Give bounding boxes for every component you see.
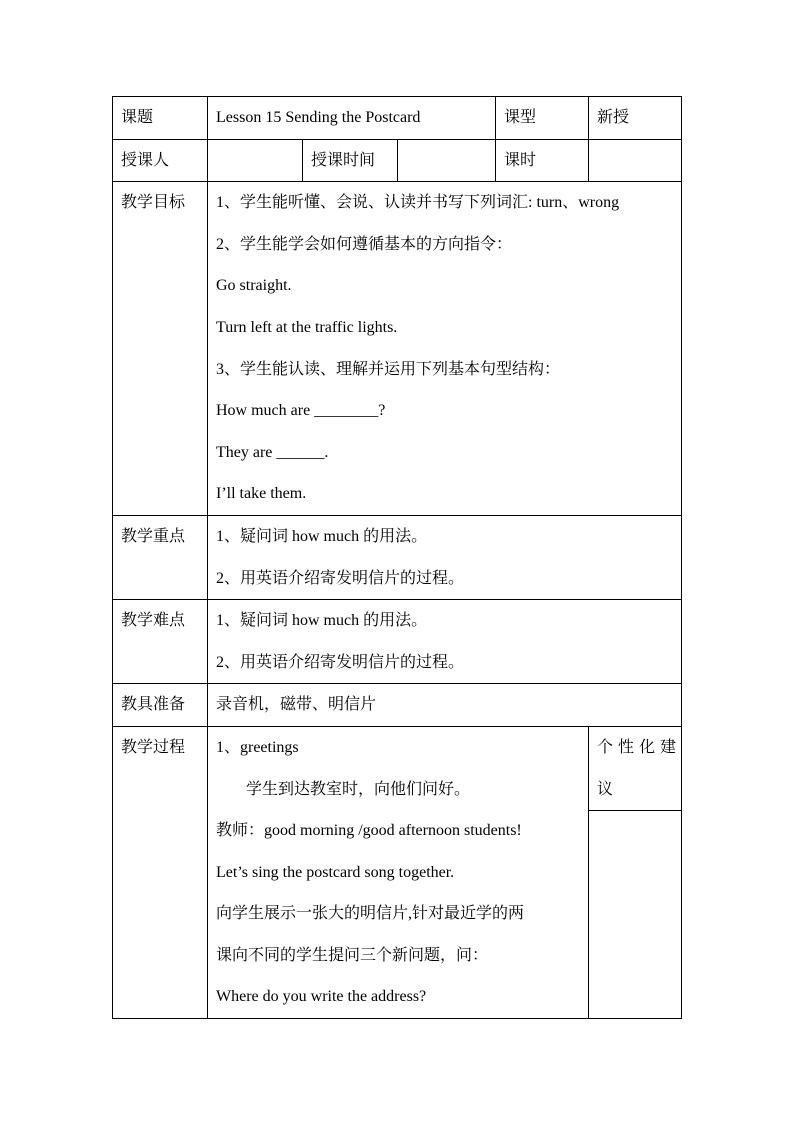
process-label: 教学过程 bbox=[113, 726, 208, 1018]
difficulty-line: 1、疑问词 how much 的用法。 bbox=[216, 612, 428, 630]
objective-line: How much are ________? bbox=[216, 402, 386, 420]
row-objectives bbox=[113, 182, 682, 516]
key-points-label: 教学重点 bbox=[113, 515, 208, 599]
process-line: 学生到达教室时，向他们问好。 bbox=[246, 780, 471, 798]
suggestion-label-line: 议 bbox=[597, 780, 619, 798]
objective-line: Turn left at the traffic lights. bbox=[216, 318, 398, 336]
process-line: 课向不同的学生提问三个新问题，问： bbox=[216, 946, 489, 964]
objective-line: 2、学生能学会如何遵循基本的方向指令： bbox=[216, 235, 513, 253]
row-key-points bbox=[113, 515, 682, 599]
period-value bbox=[589, 139, 682, 182]
process-line: 1、greetings bbox=[216, 738, 299, 756]
objective-line: 1、学生能听懂、会说、认读并书写下列词汇: turn、wrong bbox=[216, 194, 620, 212]
row-topic bbox=[113, 97, 682, 140]
process-line: 教师：good morning /good afternoon students! bbox=[216, 822, 522, 840]
time-value bbox=[398, 139, 496, 182]
lesson-plan-table bbox=[112, 96, 682, 1019]
row-difficulties bbox=[113, 600, 682, 684]
objective-line: 3、学生能认读、理解并运用下列基本句型结构： bbox=[216, 360, 561, 378]
objective-line: I’ll take them. bbox=[216, 485, 307, 503]
objective-line: They are ______. bbox=[216, 443, 329, 461]
process-line: Where do you write the address? bbox=[216, 988, 427, 1006]
suggestion-label-line: 个性化建 bbox=[597, 738, 682, 756]
topic-label: 课题 bbox=[113, 97, 208, 140]
process-content bbox=[208, 726, 589, 1018]
difficulties-content bbox=[208, 600, 682, 684]
topic-value: Lesson 15 Sending the Postcard bbox=[208, 97, 496, 140]
objectives-label: 教学目标 bbox=[113, 182, 208, 516]
key-points-content bbox=[208, 515, 682, 599]
period-label: 课时 bbox=[496, 139, 589, 182]
objectives-content bbox=[208, 182, 682, 516]
row-teacher bbox=[113, 139, 682, 182]
teacher-value bbox=[208, 139, 303, 182]
suggestion-label bbox=[589, 726, 682, 810]
materials-label: 教具准备 bbox=[113, 684, 208, 727]
process-line: Let’s sing the postcard song together. bbox=[216, 863, 455, 881]
teacher-label: 授课人 bbox=[113, 139, 208, 182]
type-value: 新授 bbox=[589, 97, 682, 140]
time-label: 授课时间 bbox=[303, 139, 398, 182]
row-materials bbox=[113, 684, 682, 727]
suggestion-content bbox=[589, 811, 682, 1019]
type-label: 课型 bbox=[496, 97, 589, 140]
process-line: 向学生展示一张大的明信片,针对最近学的两 bbox=[216, 905, 525, 923]
difficulties-label: 教学难点 bbox=[113, 600, 208, 684]
objective-line: Go straight. bbox=[216, 277, 292, 295]
row-process bbox=[113, 726, 682, 810]
key-point-line: 1、疑问词 how much 的用法。 bbox=[216, 527, 428, 545]
materials-content: 录音机，磁带、明信片 bbox=[208, 684, 682, 727]
difficulty-line: 2、用英语介绍寄发明信片的过程。 bbox=[216, 653, 465, 671]
key-point-line: 2、用英语介绍寄发明信片的过程。 bbox=[216, 569, 465, 587]
